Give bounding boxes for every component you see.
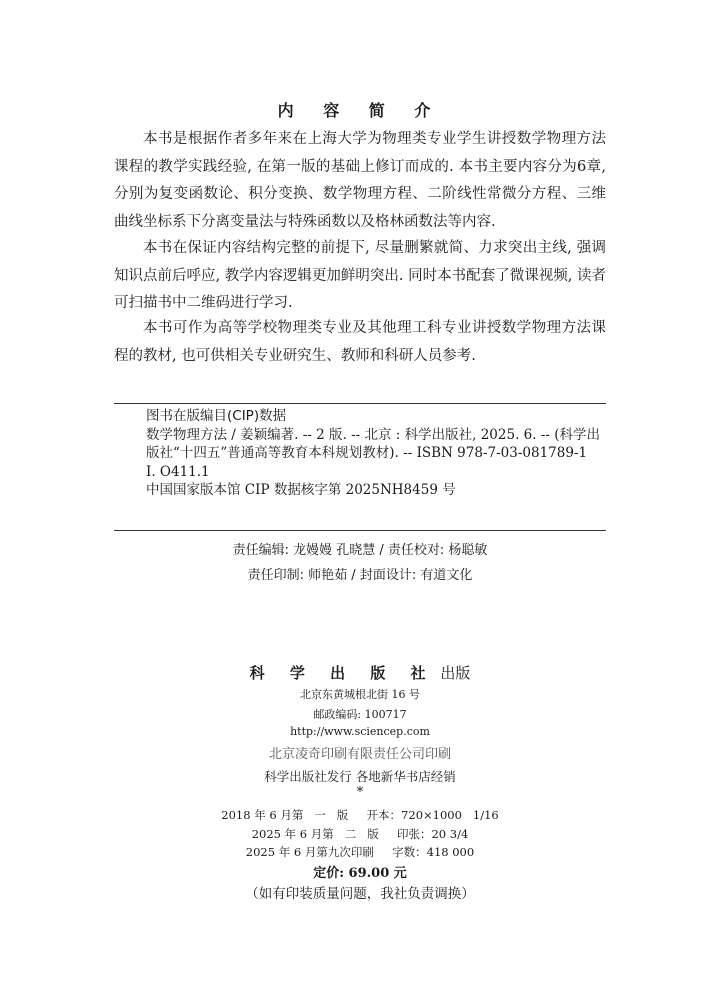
publisher-line [0,662,720,683]
intro-title: 内 容 简 介 [277,101,443,120]
separator-star: * [356,785,364,800]
intro-paragraph-2: 本书在保证内容结构完整的前提下, 尽量删繁就简、力求突出主线, 强调知识点前后呼应, 教学内容逻辑更加鲜明突出. 同时本书配套了微课视频, 读者可扫描书中二维码进行学习. [114,240,606,311]
cip-top-rule [114,403,606,404]
intro-paragraph-3: 本书可作为高等学校物理类专业及其他理工科专业讲授数学物理方法课程的教材, 也可供相关专业研究生、教师和科研人员参考. [114,320,606,364]
distribution: 科学出版社发行 各地新华书店经销 [264,769,456,784]
cip-bottom-rule [114,530,606,531]
quality-notice: （如有印装质量问题，我社负责调换） [245,886,475,902]
publisher-website: http://www.sciencep.com [290,725,430,738]
cip-record: 数学物理方法 / 姜颖编著. -- 2 版. -- 北京 : 科学出版社, 2025. 6. -- (科学出版社“十四五”普通高等教育本科规划教材). -- ISBN 978-7-03-081789-1 [146,426,601,461]
cip-block [146,407,606,500]
price: 定价: 69.00 元 [313,866,407,881]
publisher-suffix: 出版 [440,664,471,682]
credits-line-2: 责任印制: 师艳茹 / 封面设计: 有道文化 [247,568,473,583]
printer: 北京凌奇印刷有限责任公司印刷 [268,747,451,762]
imprint-line-2: 2025 年 6 月第 二 版 印张：20 3/4 [251,827,469,841]
publisher-name: 科 学 出 版 社 [249,664,436,682]
publisher-postcode: 邮政编码: 100717 [313,708,407,721]
publisher-address: 北京东黄城根北街 16 号 [300,688,420,701]
imprint-line-3: 2025 年 6 月第九次印刷 字数：418 000 [245,845,475,859]
cip-classification: Ⅰ. O411.1 [146,463,210,480]
imprint-line-1: 2018 年 6 月第 一 版 开本：720×1000 1/16 [221,808,499,822]
cip-verification: 中国国家版本馆 CIP 数据核字第 2025NH8459 号 [146,482,456,498]
intro-paragraph-1: 本书是根据作者多年来在上海大学为物理类专业学生讲授数学物理方法课程的教学实践经验, 在第一版的基础上修订而成的. 本书主要内容分为6章, 分别为复变函数论、积分变换、数学物理方程、二阶线性常微分方程、三维曲线坐标系下分离变量法与特殊函数以及格林函数法等内容. [114,131,606,230]
cip-heading: 图书在版编目(CIP)数据 [146,408,287,424]
credits-line-1: 责任编辑: 龙嫚嫚 孔晓慧 / 责任校对: 杨聪敏 [232,543,488,558]
